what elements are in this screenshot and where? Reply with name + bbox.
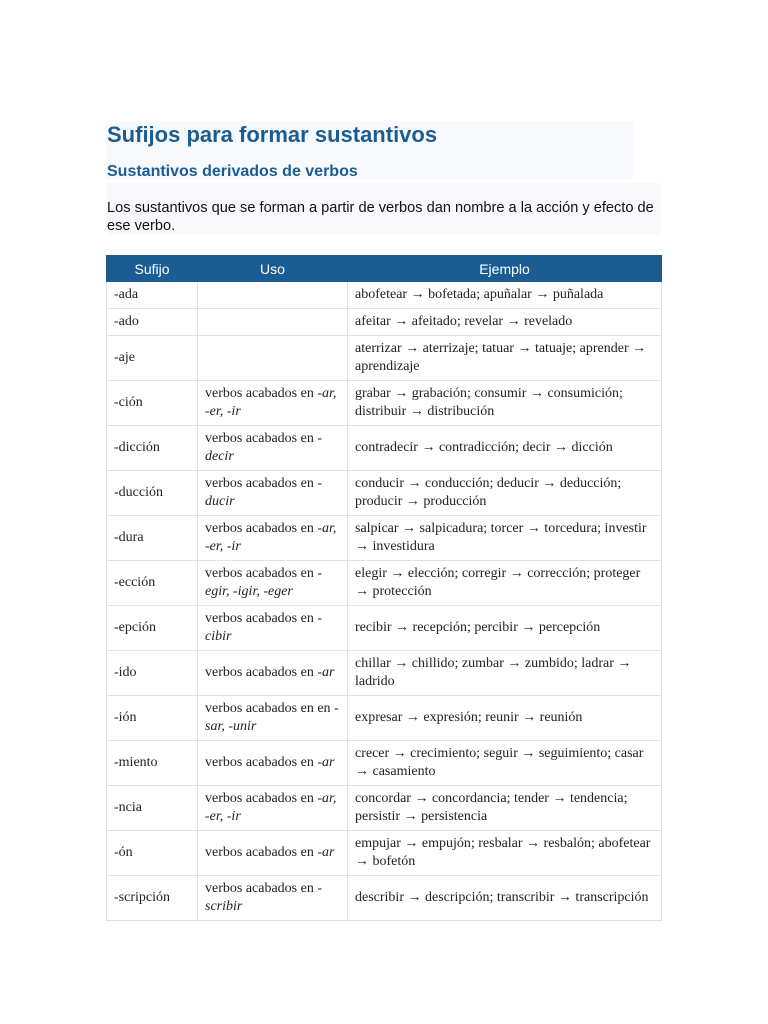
- uso-terms: decir: [205, 449, 234, 464]
- uso-prefix: verbos acabados en -: [205, 386, 323, 401]
- suffix-cell: -ón: [107, 831, 198, 876]
- example-cell: abofetear → bofetada; apuñalar → puñalada: [348, 282, 662, 309]
- uso-prefix: verbos acabados en -: [205, 611, 323, 626]
- table-row: [107, 309, 662, 336]
- uso-cell: [198, 381, 348, 426]
- table-row: [107, 741, 662, 786]
- table-row: [107, 651, 662, 696]
- uso-cell: [198, 741, 348, 786]
- uso-prefix: verbos acabados en -: [205, 755, 323, 770]
- intro-paragraph: Los sustantivos que se forman a partir de verbos dan nombre a la acción y efecto de ese verbo.: [107, 200, 654, 234]
- uso-cell: [198, 336, 348, 381]
- example-cell: grabar → grabación; consumir → consumición; distribuir → distribución: [348, 381, 662, 426]
- suffix-cell: -epción: [107, 606, 198, 651]
- table-row: [107, 282, 662, 309]
- suffix-cell: -ada: [107, 282, 198, 309]
- uso-prefix: verbos acabados en -: [205, 566, 323, 581]
- uso-cell: [198, 606, 348, 651]
- suffix-cell: -ncia: [107, 786, 198, 831]
- uso-prefix: verbos acabados en -: [205, 845, 323, 860]
- uso-terms: ar: [322, 665, 335, 680]
- uso-terms: ar, -er, -ir: [205, 791, 337, 824]
- header-ejemplo: Ejemplo: [348, 256, 662, 282]
- example-cell: recibir → recepción; percibir → percepción: [348, 606, 662, 651]
- example-cell: crecer → crecimiento; seguir → seguimiento; casar → casamiento: [348, 741, 662, 786]
- example-cell: concordar → concordancia; tender → tendencia; persistir → persistencia: [348, 786, 662, 831]
- table-row: [107, 606, 662, 651]
- suffix-cell: -ado: [107, 309, 198, 336]
- uso-terms: ducir: [205, 494, 235, 509]
- table-row: [107, 876, 662, 921]
- example-cell: describir → descripción; transcribir → transcripción: [348, 876, 662, 921]
- uso-cell: [198, 309, 348, 336]
- example-cell: contradecir → contradicción; decir → dicción: [348, 426, 662, 471]
- uso-cell: [198, 471, 348, 516]
- example-cell: afeitar → afeitado; revelar → revelado: [348, 309, 662, 336]
- uso-cell: [198, 516, 348, 561]
- suffix-cell: -ido: [107, 651, 198, 696]
- uso-terms: ar, -er, -ir: [205, 521, 337, 554]
- uso-prefix: verbos acabados en -: [205, 521, 323, 536]
- example-cell: salpicar → salpicadura; torcer → torcedura; investir → investidura: [348, 516, 662, 561]
- table-row: [107, 516, 662, 561]
- suffix-cell: -ección: [107, 561, 198, 606]
- uso-terms: scribir: [205, 899, 243, 914]
- uso-prefix: verbos acabados en en: [205, 701, 335, 716]
- example-cell: elegir → elección; corregir → corrección; proteger → protección: [348, 561, 662, 606]
- table-header-row: [107, 256, 662, 282]
- uso-cell: [198, 426, 348, 471]
- page-title-text: Sufijos para formar sustantivos: [107, 122, 438, 147]
- example-cell: empujar → empujón; resbalar → resbalón; abofetear → bofetón: [348, 831, 662, 876]
- uso-prefix: verbos acabados en -: [205, 476, 323, 491]
- suffix-table: [106, 255, 662, 921]
- uso-prefix: verbos acabados en -: [205, 431, 323, 446]
- table-row: [107, 696, 662, 741]
- uso-cell: [198, 696, 348, 741]
- uso-terms: cibir: [205, 629, 232, 644]
- uso-prefix: verbos acabados en -: [205, 665, 323, 680]
- suffix-cell: -dura: [107, 516, 198, 561]
- suffix-cell: -ción: [107, 381, 198, 426]
- table-row: [107, 426, 662, 471]
- uso-terms: ar: [322, 845, 335, 860]
- table-row: [107, 561, 662, 606]
- example-cell: conducir → conducción; deducir → deducción; producir → producción: [348, 471, 662, 516]
- table-row: [107, 831, 662, 876]
- table-row: [107, 471, 662, 516]
- uso-terms: -sar, -unir: [205, 701, 339, 734]
- suffix-cell: -scripción: [107, 876, 198, 921]
- uso-cell: [198, 831, 348, 876]
- section-heading: Sustantivos derivados de verbos: [107, 163, 358, 180]
- suffix-cell: -dicción: [107, 426, 198, 471]
- uso-cell: [198, 282, 348, 309]
- example-cell: aterrizar → aterrizaje; tatuar → tatuaje; aprender → aprendizaje: [348, 336, 662, 381]
- header-uso: Uso: [198, 256, 348, 282]
- suffix-cell: -miento: [107, 741, 198, 786]
- example-cell: expresar → expresión; reunir → reunión: [348, 696, 662, 741]
- uso-cell: [198, 876, 348, 921]
- suffix-cell: -ducción: [107, 471, 198, 516]
- uso-terms: ar, -er, -ir: [205, 386, 337, 419]
- uso-prefix: verbos acabados en -: [205, 881, 323, 896]
- example-cell: chillar → chillido; zumbar → zumbido; ladrar → ladrido: [348, 651, 662, 696]
- header-sufijo: Sufijo: [107, 256, 198, 282]
- uso-terms: egir, -igir, -eger: [205, 584, 293, 599]
- table-row: [107, 336, 662, 381]
- uso-prefix: verbos acabados en -: [205, 791, 323, 806]
- uso-cell: [198, 786, 348, 831]
- table-row: [107, 786, 662, 831]
- uso-cell: [198, 651, 348, 696]
- suffix-cell: -ión: [107, 696, 198, 741]
- suffix-cell: -aje: [107, 336, 198, 381]
- uso-cell: [198, 561, 348, 606]
- uso-terms: ar: [322, 755, 335, 770]
- table-row: [107, 381, 662, 426]
